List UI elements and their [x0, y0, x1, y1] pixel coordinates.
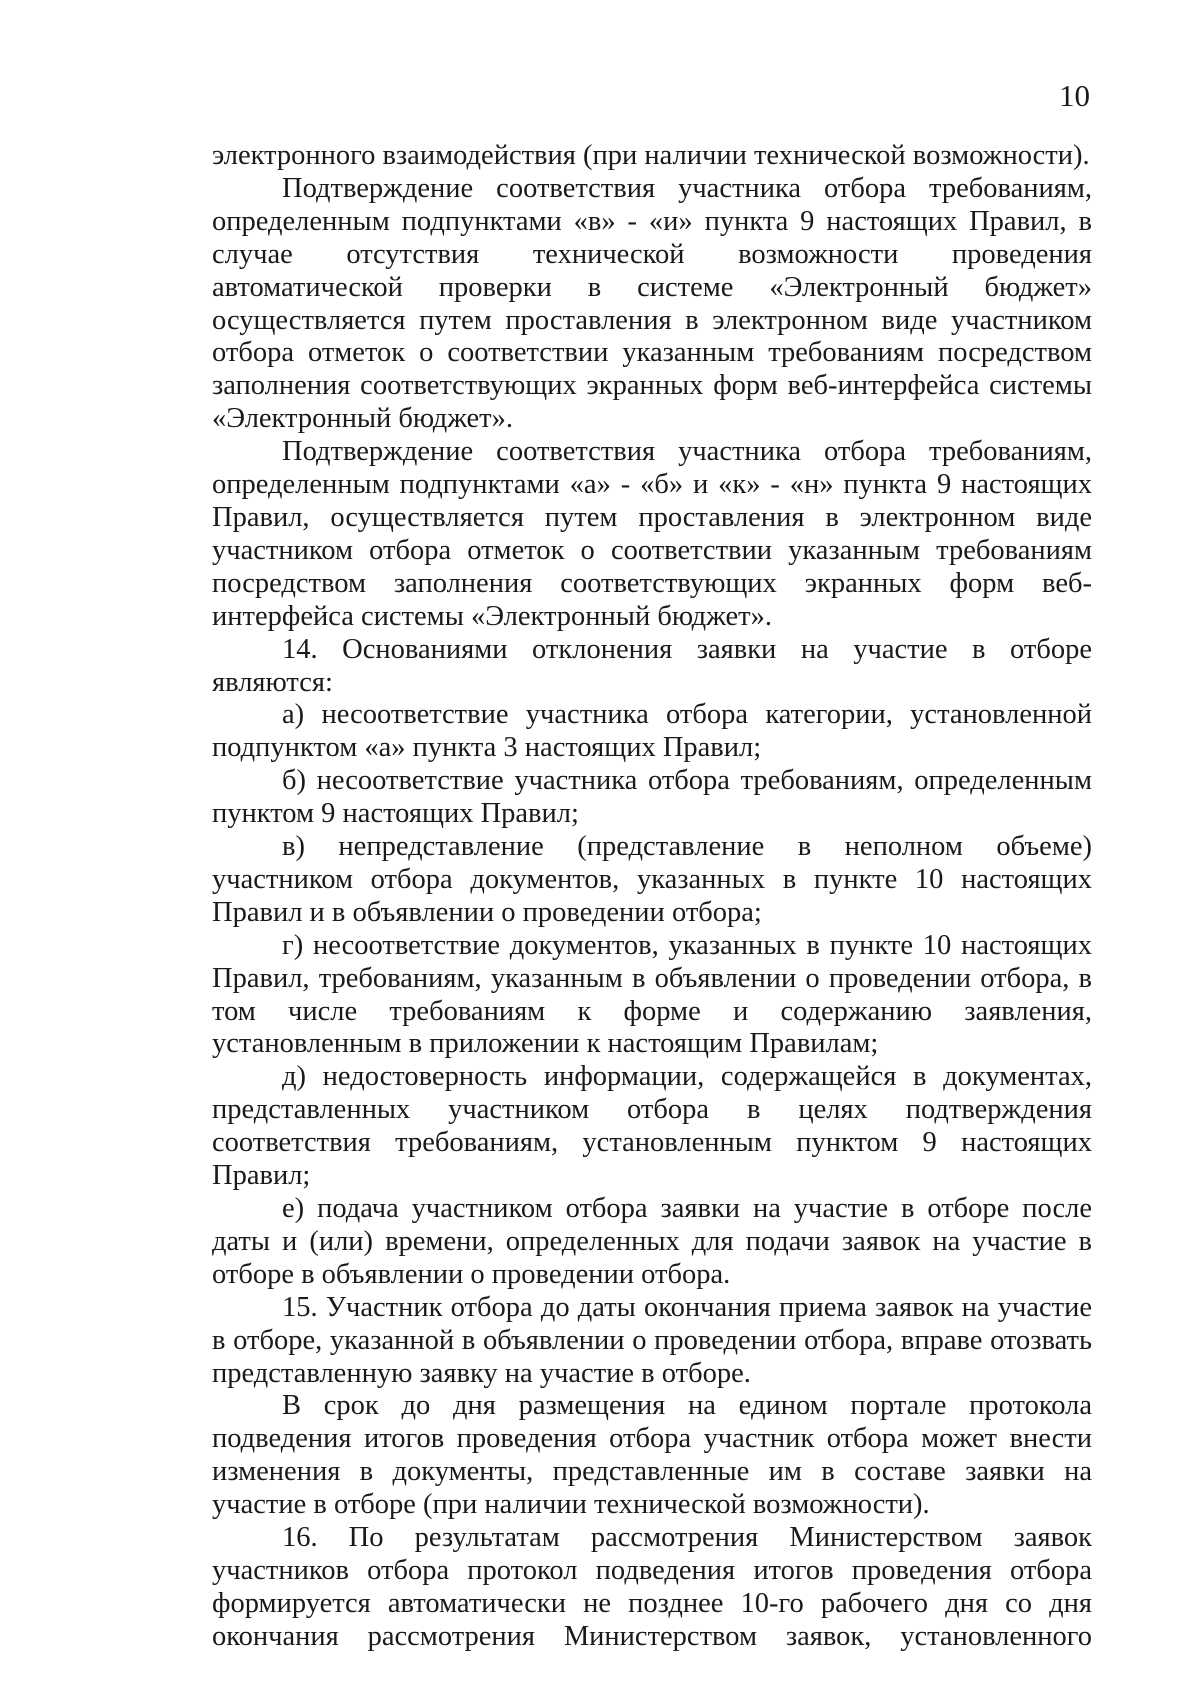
paragraph-confirmation-v-i: Подтверждение соответствия участника отбора требованиям, определенным подпунктами «в» - «и» пункта 9 настоящих Правил, в случае отсутствия технической возможности проведения автоматической проверки в системе «Электронный бюджет» осуществляется путем проставления в электронном виде участником отбора отметок о соответствии указанным требованиям посредством заполнения соответствующих экранных форм веб-интерфейса системы «Электронный бюджет».	[212, 172, 1092, 435]
paragraph-item-14-g: г) несоответствие документов, указанных в пункте 10 настоящих Правил, требованиям, указанным в объявлении о проведении отбора, в том числе требованиям к форме и содержанию заявления, установленным в приложении к настоящим Правилам;	[212, 929, 1092, 1060]
paragraph-item-14-d: д) недостоверность информации, содержащейся в документах, представленных участником отбора в целях подтверждения соответствия требованиям, установленным пунктом 9 настоящих Правил;	[212, 1061, 1092, 1192]
paragraph-item-14-b: б) несоответствие участника отбора требованиям, определенным пунктом 9 настоящих Правил;	[212, 765, 1092, 830]
paragraph-confirmation-a-b-k-n: Подтверждение соответствия участника отбора требованиям, определенным подпунктами «а» - «б» и «к» - «н» пункта 9 настоящих Правил, осуществляется путем проставления в электронном виде участником отбора отметок о соответствии указанным требованиям посредством заполнения соответствующих экранных форм веб-интерфейса системы «Электронный бюджет».	[212, 436, 1092, 632]
paragraph-amendments: В срок до дня размещения на едином портале протокола подведения итогов проведения отбора участник отбора может внести изменения в документы, представленные им в составе заявки на участие в отборе (при наличии технической возможности).	[212, 1390, 1092, 1521]
paragraph-continuation: электронного взаимодействия (при наличии технической возможности).	[212, 140, 1090, 171]
paragraph-item-14: 14. Основаниями отклонения заявки на участие в отборе являются:	[212, 633, 1092, 698]
document-body	[212, 140, 1092, 1654]
paragraph-item-14-v: в) непредставление (представление в неполном объеме) участником отбора документов, указанных в пункте 10 настоящих Правил и в объявлении о проведении отбора;	[212, 831, 1092, 928]
page-number: 10	[1059, 78, 1090, 113]
paragraph-item-15: 15. Участник отбора до даты окончания приема заявок на участие в отборе, указанной в объявлении о проведении отбора, вправе отозвать представленную заявку на участие в отборе.	[212, 1291, 1092, 1389]
paragraph-item-14-e: е) подача участником отбора заявки на участие в отборе после даты и (или) времени, определенных для подачи заявок на участие в отборе в объявлении о проведении отбора.	[212, 1193, 1092, 1290]
paragraph-item-16: 16. По результатам рассмотрения Министерством заявок участников отбора протокол подведения итогов проведения отбора формируется автоматически не позднее 10-го рабочего дня со дня окончания рассмотрения Министерством заявок, установленного	[212, 1522, 1092, 1652]
paragraph-item-14-a: а) несоответствие участника отбора категории, установленной подпунктом «а» пункта 3 настоящих Правил;	[212, 699, 1092, 764]
